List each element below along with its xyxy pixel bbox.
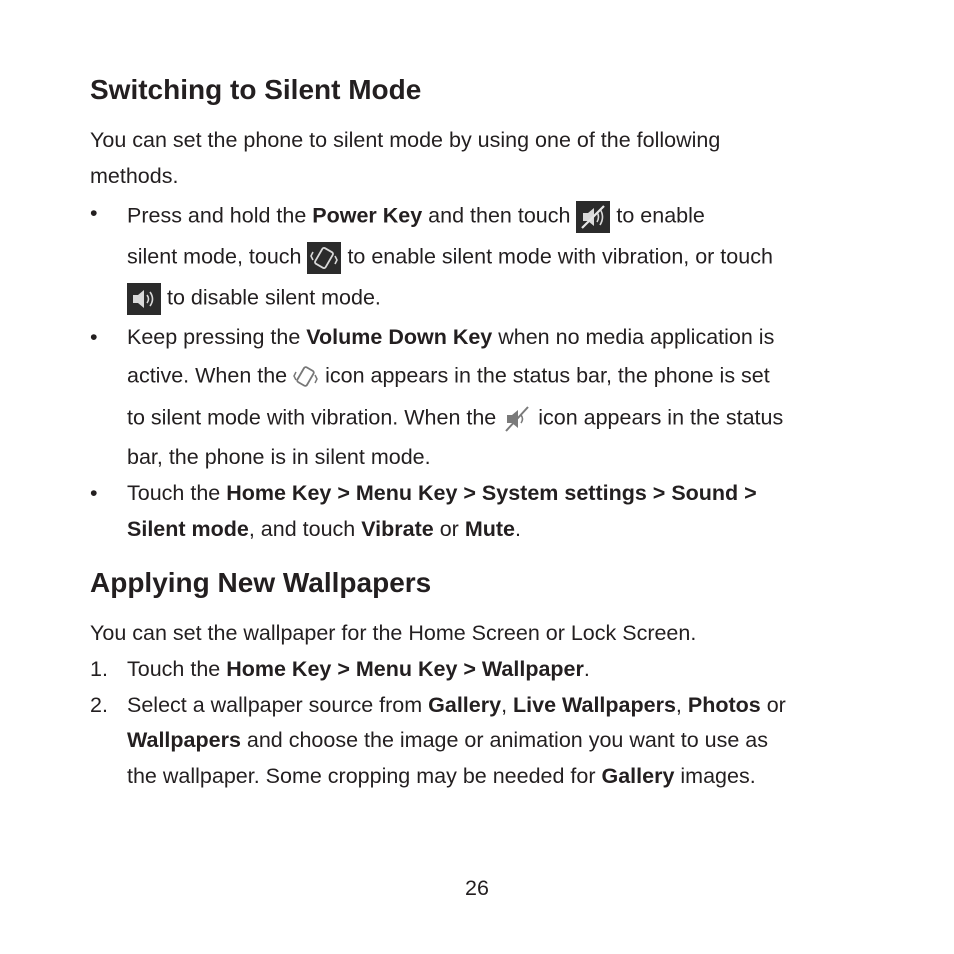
- bullet-marker: •: [90, 201, 98, 225]
- step2-line1: Select a wallpaper source from Gallery, Live Wallpapers, Photos or: [127, 693, 786, 717]
- bullet1-line2: silent mode, touch to enable silent mode with vibration, or touch: [127, 242, 773, 274]
- bullet-marker: •: [90, 481, 98, 505]
- step-number: 2.: [90, 693, 108, 717]
- silent-intro: [90, 122, 870, 194]
- bullet2-line2: active. When the icon appears in the status bar, the phone is set: [127, 363, 770, 391]
- bullet2-line3: to silent mode with vibration. When the icon appears in the status: [127, 404, 783, 434]
- bullet1-line3: to disable silent mode.: [127, 283, 381, 315]
- bullet2-line1: Keep pressing the Volume Down Key when no media application is: [127, 325, 775, 349]
- step-number: 1.: [90, 657, 108, 681]
- vibrate-icon: [307, 242, 341, 274]
- step2-line2: Wallpapers and choose the image or animation you want to use as: [127, 728, 768, 752]
- intro-line-2: methods.: [90, 164, 179, 188]
- bullet1-line1: Press and hold the Power Key and then touch to enable: [127, 201, 705, 233]
- section-heading-silent-mode: Switching to Silent Mode: [90, 74, 422, 105]
- speaker-muted-icon: [576, 201, 610, 233]
- bullet2-line4: bar, the phone is in silent mode.: [127, 445, 431, 469]
- status-vibrate-icon: [293, 363, 319, 391]
- bullet-marker: •: [90, 325, 98, 349]
- status-silent-icon: [502, 404, 532, 434]
- speaker-on-icon: [127, 283, 161, 315]
- page-number: 26: [465, 876, 489, 900]
- intro-line-1: You can set the phone to silent mode by using one of the following: [90, 128, 721, 152]
- section-heading-wallpapers: Applying New Wallpapers: [90, 567, 432, 598]
- bullet3-line1: Touch the Home Key > Menu Key > System settings > Sound >: [127, 481, 757, 505]
- bullet3-line2: Silent mode, and touch Vibrate or Mute.: [127, 517, 521, 541]
- step2-line3: the wallpaper. Some cropping may be needed for Gallery images.: [127, 764, 756, 788]
- step1-line1: Touch the Home Key > Menu Key > Wallpaper.: [127, 657, 590, 681]
- wallpaper-intro: You can set the wallpaper for the Home Screen or Lock Screen.: [90, 621, 697, 645]
